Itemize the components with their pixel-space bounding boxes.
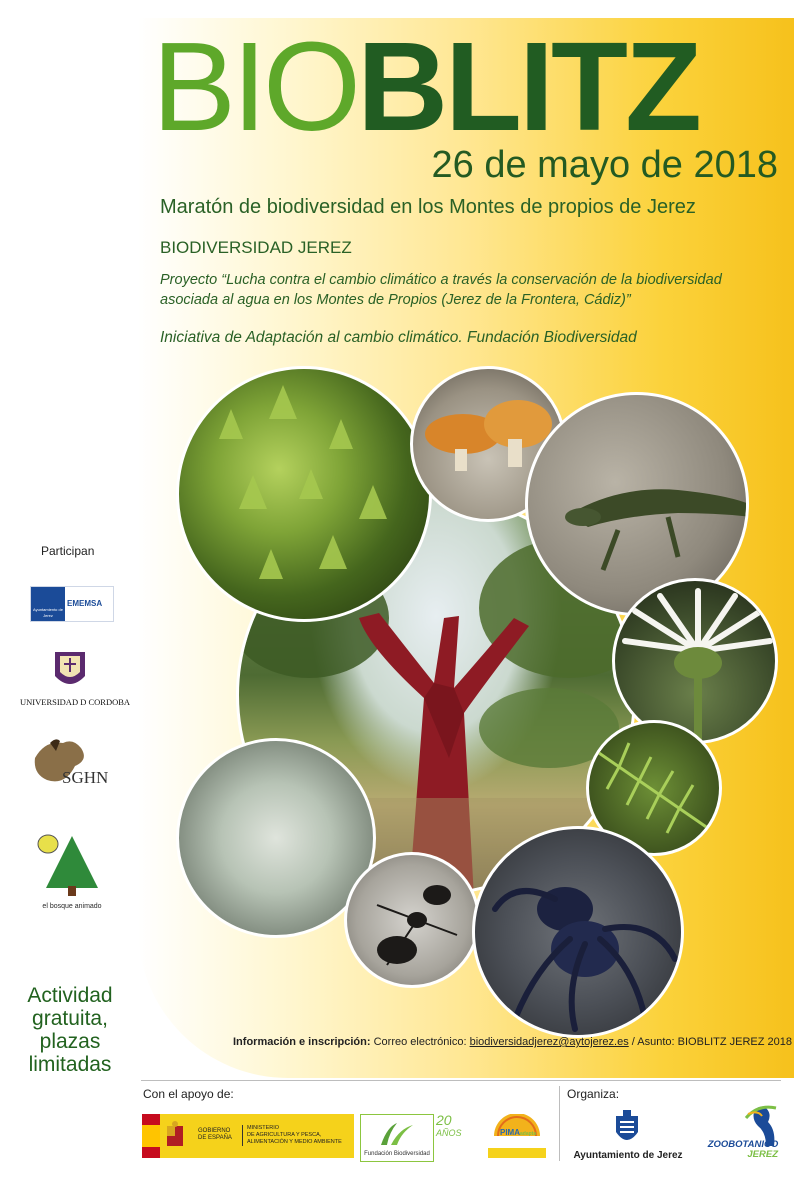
project-line-2: asociada al agua en los Montes de Propios (Jerez de la Frontera, Cádiz)” <box>160 292 631 308</box>
twenty-years-logo <box>436 1112 470 1152</box>
ememsa-text: EMEMSA <box>67 599 103 608</box>
email-subject: / Asunto: BIOBLITZ JEREZ 2018 <box>631 1036 792 1048</box>
bosque-animado-logo <box>36 832 108 912</box>
fundacion-biodiversidad-logo <box>360 1114 434 1162</box>
pima-bar <box>488 1148 546 1158</box>
ministry-text <box>242 1125 342 1146</box>
ayuntamiento-small-logo <box>31 587 65 621</box>
event-subtitle: Maratón de biodiversidad en los Montes de propios de Jerez <box>160 196 696 218</box>
activity-line-1: Actividad <box>27 984 113 1007</box>
activity-line-4: limitadas <box>28 1053 112 1076</box>
grass-leaves-icon <box>377 1119 417 1147</box>
pima-sub: adapta <box>520 1131 537 1137</box>
ministry-line-2: DE AGRICULTURA Y PESCA, <box>247 1132 322 1138</box>
pima-text <box>500 1128 536 1137</box>
zoobotanico-text <box>700 1140 786 1160</box>
organization-name: BIODIVERSIDAD JEREZ <box>160 238 352 257</box>
zoobotanico-jerez-logo <box>700 1104 786 1166</box>
footer-vertical-divider <box>559 1086 560 1161</box>
free-activity-notice <box>20 984 120 1076</box>
support-label: Con el apoyo de: <box>143 1087 234 1101</box>
universidad-cordoba-logo <box>20 650 131 708</box>
initiative-text: Iniciativa de Adaptación al cambio climático. Fundación Biodiversidad <box>160 329 637 346</box>
gobierno-text <box>198 1128 232 1142</box>
poster-title <box>152 16 699 157</box>
spain-coat-of-arms-icon <box>162 1120 188 1152</box>
photo-ant <box>344 852 480 988</box>
bosque-animado-text: el bosque animado <box>42 903 102 910</box>
activity-line-3: plazas <box>39 1030 101 1053</box>
registration-info <box>233 1036 792 1048</box>
tree-icon <box>36 832 108 898</box>
ayuntamiento-jerez-text: Ayuntamiento de Jerez <box>573 1150 683 1161</box>
cordoba-text: UNIVERSIDAD D CORDOBA <box>20 697 131 707</box>
daisy-drawing <box>615 581 778 744</box>
gobierno-espana-logo <box>142 1114 354 1158</box>
info-label: Información e inscripción: <box>233 1036 371 1048</box>
moss-drawing <box>179 369 432 622</box>
twenty-years-number: 20 <box>436 1112 452 1128</box>
ant-drawing <box>347 855 480 988</box>
activity-line-2: gratuita, <box>32 1007 108 1030</box>
jerez-crest-icon <box>614 1110 640 1146</box>
fundacion-text: Fundación Biodiversidad <box>364 1151 430 1157</box>
zoobotanico-line-1: ZOOBOTANICO <box>707 1139 779 1150</box>
project-description <box>160 270 760 310</box>
organiza-label: Organiza: <box>567 1087 620 1101</box>
cordoba-crest-icon <box>20 650 120 692</box>
photo-daisy <box>612 578 778 744</box>
spider-drawing <box>475 829 684 1038</box>
sghn-logo <box>30 738 112 790</box>
photo-spider <box>472 826 684 1038</box>
event-date: 26 de mayo de 2018 <box>431 144 778 186</box>
ayuntamiento-ememsa-logo <box>30 586 114 622</box>
gobierno-line-1: GOBIERNO <box>198 1128 231 1134</box>
twenty-years-text: AÑOS <box>436 1128 462 1138</box>
gobierno-line-2: DE ESPAÑA <box>198 1135 232 1141</box>
ayuntamiento-small-label: Ayuntamiento de Jerez <box>33 607 63 618</box>
email-link[interactable]: biodiversidadjerez@aytojerez.es <box>469 1036 629 1048</box>
ministry-line-3: ALIMENTACIÓN Y MEDIO AMBIENTE <box>247 1139 342 1145</box>
zoobotanico-line-2: JEREZ <box>747 1149 778 1160</box>
title-bio: BIO <box>152 16 358 157</box>
email-label: Correo electrónico: <box>373 1036 467 1048</box>
pima-adapta-logo <box>484 1114 550 1160</box>
pima-label: PIMA <box>500 1128 520 1137</box>
footer-divider <box>141 1080 781 1081</box>
project-line-1: Proyecto “Lucha contra el cambio climático a través la conservación de la biodiversidad <box>160 272 722 288</box>
ayuntamiento-jerez-logo <box>566 1110 690 1164</box>
photo-moss <box>176 366 432 622</box>
sghn-text: SGHN <box>62 768 109 787</box>
participants-label: Participan <box>41 544 95 558</box>
spain-flag-stripe <box>142 1114 160 1158</box>
ministry-line-1: MINISTERIO <box>247 1125 280 1131</box>
title-blitz: BLITZ <box>357 16 699 157</box>
